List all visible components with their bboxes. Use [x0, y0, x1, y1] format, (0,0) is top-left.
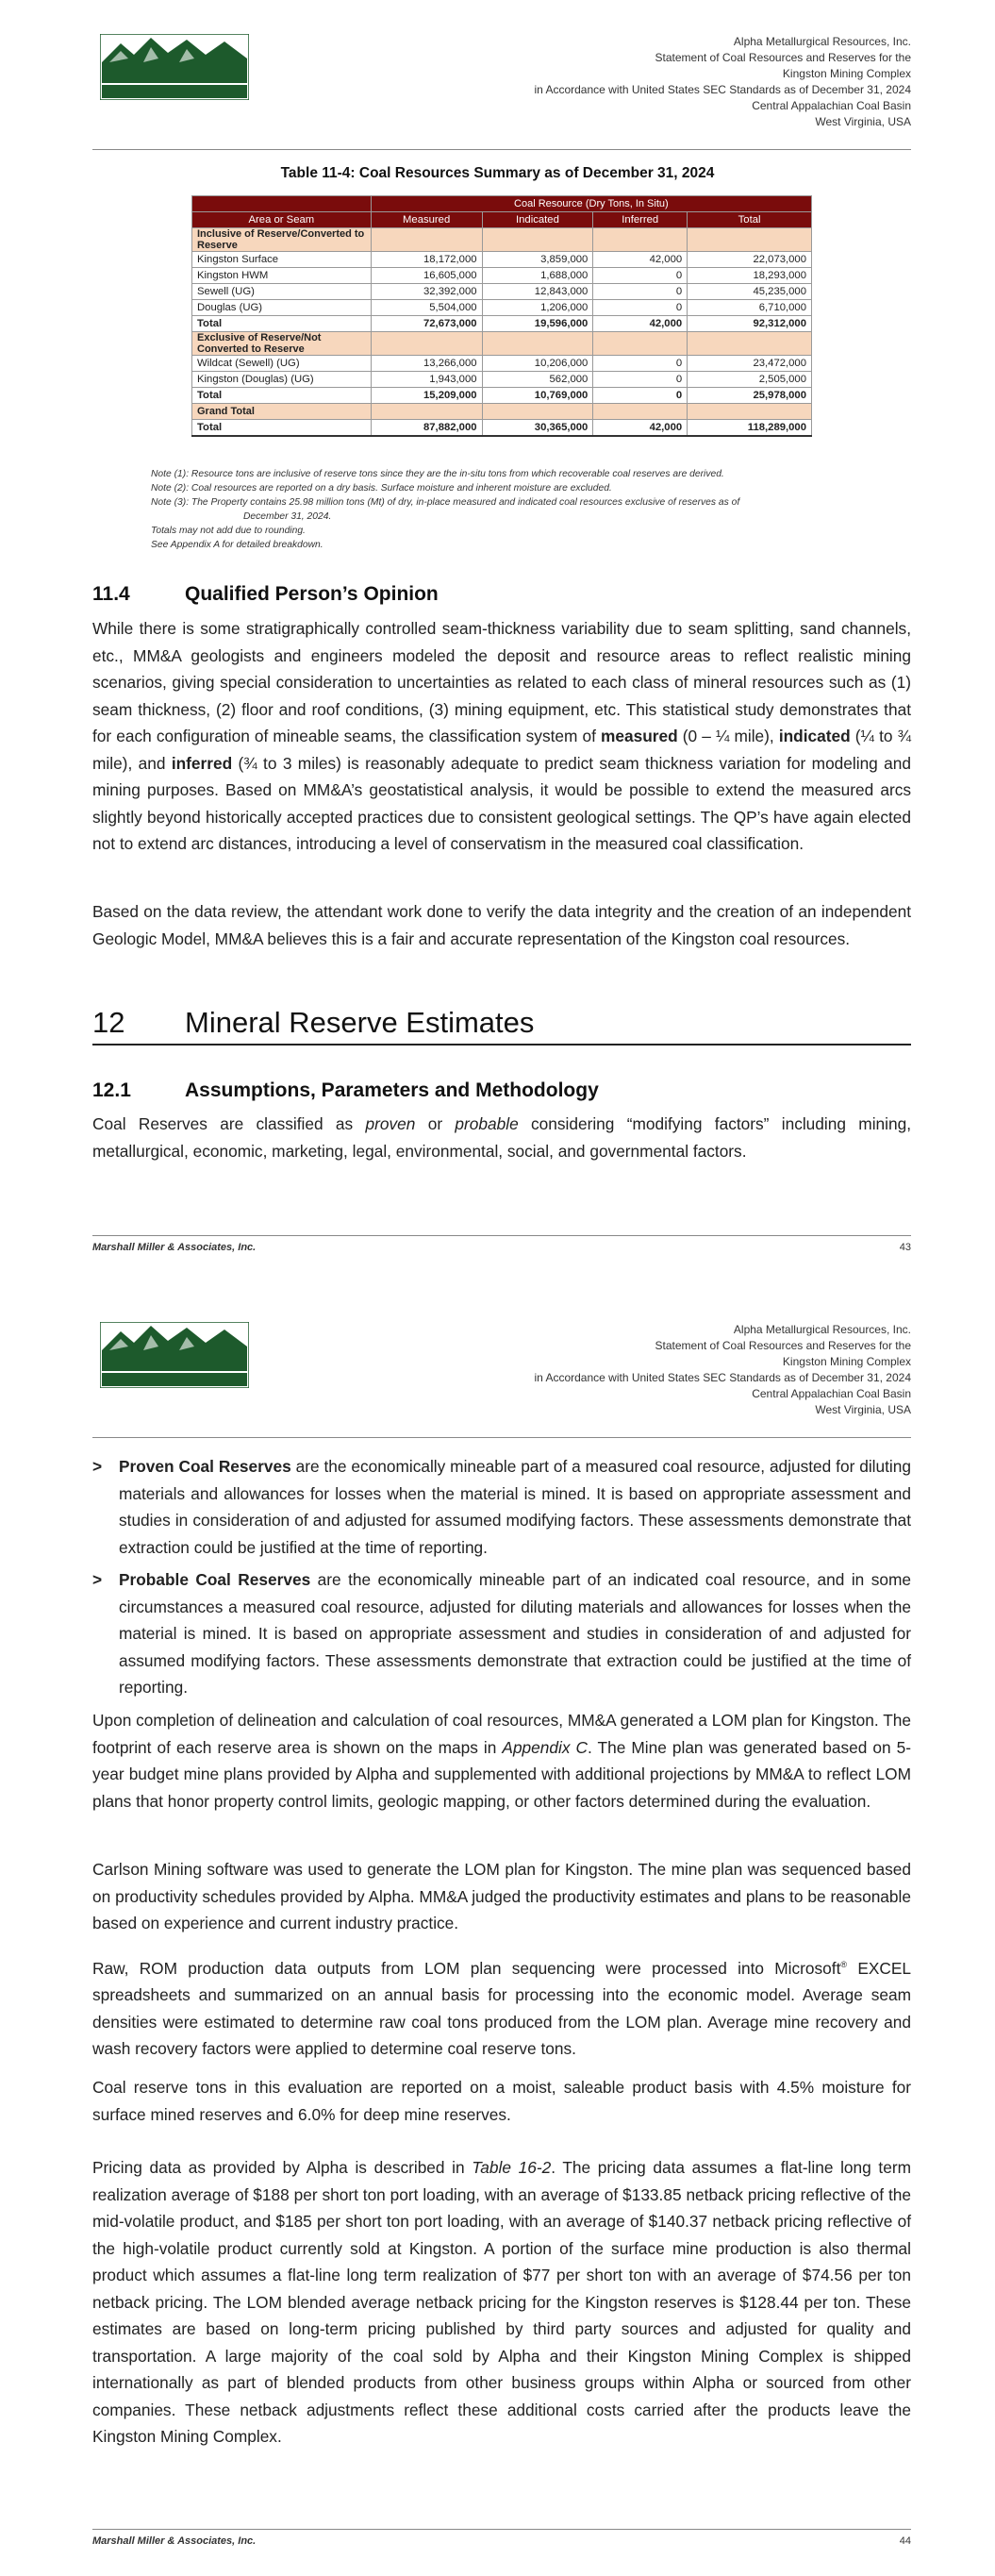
note: See Appendix A for detailed breakdown.: [151, 540, 323, 550]
cell: 562,000: [482, 372, 593, 388]
cell: 32,392,000: [371, 284, 482, 300]
header-line: West Virginia, USA: [815, 115, 911, 128]
cell: 0: [593, 372, 688, 388]
paragraph: Based on the data review, the attendant work done to verify the data integrity and the creation of an independent Geologic Model, MM&A believes this is a fair and accurate representation of the Kingston coal resources.: [92, 902, 911, 948]
section-label: Grand Total: [192, 404, 372, 420]
header-line: Alpha Metallurgical Resources, Inc.: [733, 1323, 911, 1336]
cell: 42,000: [593, 420, 688, 436]
cell: 1,206,000: [482, 300, 593, 316]
cell: 18,172,000: [371, 252, 482, 268]
cell: 6,710,000: [688, 300, 812, 316]
cell: 22,073,000: [688, 252, 812, 268]
cell: 5,504,000: [371, 300, 482, 316]
cell: Kingston Surface: [192, 252, 372, 268]
table-notes: [151, 467, 739, 552]
header-line: Central Appalachian Coal Basin: [752, 1387, 911, 1400]
note: Totals may not add due to rounding.: [151, 526, 306, 536]
table-row: [192, 268, 812, 284]
section-label: Exclusive of Reserve/Not Converted to Reserve: [192, 332, 372, 356]
cell: 30,365,000: [482, 420, 593, 436]
cell: 0: [593, 284, 688, 300]
table-row: [192, 300, 812, 316]
footer-company: Marshall Miller & Associates, Inc.: [92, 2535, 257, 2547]
resources-table: [191, 195, 812, 437]
cell: 1,943,000: [371, 372, 482, 388]
page-number: 43: [899, 1242, 911, 1253]
cell: Sewell (UG): [192, 284, 372, 300]
cell: 0: [593, 300, 688, 316]
table-total-row: [192, 388, 812, 404]
paragraph: Pricing data as provided by Alpha is described in Table 16-2. The pricing data assumes a flat-line long term realization average of $188 per short ton port loading, with an average of $133.85 netback pricing reflective of the mid-volatile product, and $185 per short ton port loading, with an average of $140.37 netback pricing reflective of the high-volatile product currently sold at Kingston. A portion of the surface mine production is also thermal product which assumes a flat-line long term realization of $77 per short ton with an average of $74.56 per ton netback pricing. The LOM blended average netback pricing for the Kingston reserves is $128.44 per ton. These estimates are based on long-term pricing published by third party sources and adjusted for quality and transportation. A large majority of the coal sold by Alpha and their Kingston Mining Complex is shipped internationally as part of blended products from other business groups within Alpha or sourced from other companies. These netback adjustments reflect these additional costs carried after the products leave the Kingston Mining Complex.: [92, 2158, 911, 2446]
list-item: > Probable Coal Reserves are the economically mineable part of an indicated coal resource, and in some circumstances a measured coal resource, adjusted for diluting materials and allowances for losses when the material is mined. It is based on appropriate assessment and studies in consideration of and adjusted for assumed modifying factors. These assessments demonstrate that extraction could be justified at the time of reporting.: [92, 1566, 911, 1701]
table-row: [192, 284, 812, 300]
header-line: Kingston Mining Complex: [782, 67, 911, 80]
note: Note (2): Coal resources are reported on a dry basis. Surface moisture and inherent moisture are excluded.: [151, 483, 612, 493]
chapter-heading-12: [92, 1006, 911, 1045]
cell: Total: [192, 420, 372, 436]
cell: 0: [593, 268, 688, 284]
col-header: Inferred: [593, 212, 688, 228]
cell: 12,843,000: [482, 284, 593, 300]
cell: 1,688,000: [482, 268, 593, 284]
header-line: West Virginia, USA: [815, 1403, 911, 1416]
header-divider: [92, 1437, 911, 1438]
page-footer: [92, 1242, 911, 1253]
cell: 23,472,000: [688, 356, 812, 372]
header-line: Statement of Coal Resources and Reserves for the: [655, 51, 911, 64]
header-line: Statement of Coal Resources and Reserves for the: [655, 1339, 911, 1352]
cell: 13,266,000: [371, 356, 482, 372]
table-row: [192, 356, 812, 372]
page-footer: [92, 2535, 911, 2547]
table-header-blank: [192, 196, 372, 212]
section-title: Qualified Person’s Opinion: [185, 583, 439, 605]
section-heading-12-1: [92, 1079, 599, 1102]
cell: 92,312,000: [688, 316, 812, 332]
cell: 72,673,000: [371, 316, 482, 332]
marshall-miller-logo: [100, 1322, 249, 1388]
paragraph: Carlson Mining software was used to generate the LOM plan for Kingston. The mine plan was sequenced based on productivity schedules provided by Alpha. MM&A judged the productivity estimates and plans to be reasonable based on experience and current industry practice.: [92, 1860, 911, 1932]
note: Note (3): The Property contains 25.98 million tons (Mt) of dry, in-place measured and indicated coal resources exclusive of reserves as of: [151, 497, 740, 508]
list-item: > Proven Coal Reserves are the economically mineable part of a measured coal resource, adjusted for diluting materials and allowances for losses when the material is mined. It is based on appropriate assessment and studies in consideration of and adjusted for assumed modifying factors. These assessments demonstrate that extraction could be justified at the time of reporting.: [92, 1453, 911, 1561]
cell: Douglas (UG): [192, 300, 372, 316]
header-text: [534, 34, 911, 130]
table-total-row: [192, 316, 812, 332]
col-header: Area or Seam: [192, 212, 372, 228]
footer-company: Marshall Miller & Associates, Inc.: [92, 1242, 257, 1253]
cell: 118,289,000: [688, 420, 812, 436]
cell: 19,596,000: [482, 316, 593, 332]
paragraph: Coal reserve tons in this evaluation are reported on a moist, saleable product basis with 4.5% moisture for surface mined reserves and 6.0% for deep mine reserves.: [92, 2078, 911, 2124]
footer-divider: [92, 1235, 911, 1236]
header-line: Kingston Mining Complex: [782, 1355, 911, 1368]
cell: 42,000: [593, 252, 688, 268]
page-header: [92, 26, 911, 149]
paragraph: While there is some stratigraphically controlled seam-thickness variability due to seam splitting, sand channels, etc., MM&A geologists and engineers modeled the deposit and resource areas to reflect realistic mining scenarios, giving special consideration to uncertainties as related to each class of mineral resources such as (1) seam thickness, (2) floor and roof conditions, (3) mining equipment, etc. This statistical study demonstrates that for each configuration of mineable seams, the classification system of measured (0 – ¼ mile), indicated (¼ to ¾ mile), and inferred (¾ to 3 miles) is reasonably adequate to predict seam thickness variation for modeling and mining purposes. Based on MM&A’s geostatistical analysis, it would be possible to extend the measured arcs slightly beyond historically accepted practices due to consistent geological settings. The QP’s have again elected not to extend arc distances, introducing a level of conservatism in the measured coal classification.: [92, 619, 911, 853]
cell: 18,293,000: [688, 268, 812, 284]
cell: 87,882,000: [371, 420, 482, 436]
cell: 0: [593, 388, 688, 404]
bullet-marker: >: [92, 1570, 103, 1589]
section-label: Inclusive of Reserve/Converted to Reserve: [192, 228, 372, 252]
marshall-miller-logo: [100, 34, 249, 100]
cell: 16,605,000: [371, 268, 482, 284]
footer-divider: [92, 2529, 911, 2530]
cell: 45,235,000: [688, 284, 812, 300]
table-title: Table 11-4: Coal Resources Summary as of December 31, 2024: [280, 165, 715, 181]
col-header: Measured: [371, 212, 482, 228]
header-line: in Accordance with United States SEC Standards as of December 31, 2024: [534, 1371, 911, 1384]
page-number: 44: [899, 2535, 911, 2547]
note: December 31, 2024.: [243, 511, 332, 522]
cell: Kingston (Douglas) (UG): [192, 372, 372, 388]
chapter-number: 12: [92, 1006, 125, 1039]
cell: Wildcat (Sewell) (UG): [192, 356, 372, 372]
table-group-header: Coal Resource (Dry Tons, In Situ): [371, 196, 811, 212]
cell: 10,769,000: [482, 388, 593, 404]
chapter-title: Mineral Reserve Estimates: [185, 1006, 535, 1039]
paragraph: Coal Reserves are classified as proven or probable considering “modifying factors” including mining, metallurgical, economic, marketing, legal, environmental, social, and governmental factors.: [92, 1114, 912, 1161]
page-header: [92, 1314, 911, 1437]
paragraph: Raw, ROM production data outputs from LOM plan sequencing were processed into Microsoft® EXCEL spreadsheets and summarized on an annual basis for processing into the economic model. Average seam densities were estimated to determine raw coal tons produced from the LOM plan. Average mine recovery and wash recovery factors were applied to determine coal reserve tons.: [92, 1958, 911, 2059]
header-line: Central Appalachian Coal Basin: [752, 99, 911, 112]
cell: 3,859,000: [482, 252, 593, 268]
cell: 0: [593, 356, 688, 372]
col-header: Total: [688, 212, 812, 228]
section-title: Assumptions, Parameters and Methodology: [185, 1079, 599, 1101]
table-grand-total-row: [192, 420, 812, 436]
reserve-definitions: [92, 1453, 911, 1707]
cell: 10,206,000: [482, 356, 593, 372]
section-number: 12.1: [92, 1079, 131, 1101]
cell: 42,000: [593, 316, 688, 332]
header-text: [534, 1322, 911, 1418]
cell: 2,505,000: [688, 372, 812, 388]
table-row: [192, 252, 812, 268]
cell: 25,978,000: [688, 388, 812, 404]
cell: Total: [192, 388, 372, 404]
bullet-marker: >: [92, 1457, 103, 1476]
section-number: 11.4: [92, 583, 130, 605]
col-header: Indicated: [482, 212, 593, 228]
section-heading-11-4: [92, 583, 439, 606]
header-line: in Accordance with United States SEC Standards as of December 31, 2024: [534, 83, 911, 96]
note: Note (1): Resource tons are inclusive of reserve tons since they are the in-situ tons from which recoverable coal reserves are derived.: [151, 469, 724, 479]
paragraph: Upon completion of delineation and calculation of coal resources, MM&A generated a LOM plan for Kingston. The footprint of each reserve area is shown on the maps in Appendix C. The Mine plan was generated based on 5-year budget mine plans provided by Alpha and supplemented with additional projections by MM&A to reflect LOM plans that honor property control limits, geologic mapping, or other factors determined during the evaluation.: [92, 1711, 912, 1811]
page-44: [0, 1288, 995, 2576]
table-row: [192, 372, 812, 388]
cell: 15,209,000: [371, 388, 482, 404]
header-line: Alpha Metallurgical Resources, Inc.: [733, 35, 911, 48]
cell: Total: [192, 316, 372, 332]
header-divider: [92, 149, 911, 150]
cell: Kingston HWM: [192, 268, 372, 284]
